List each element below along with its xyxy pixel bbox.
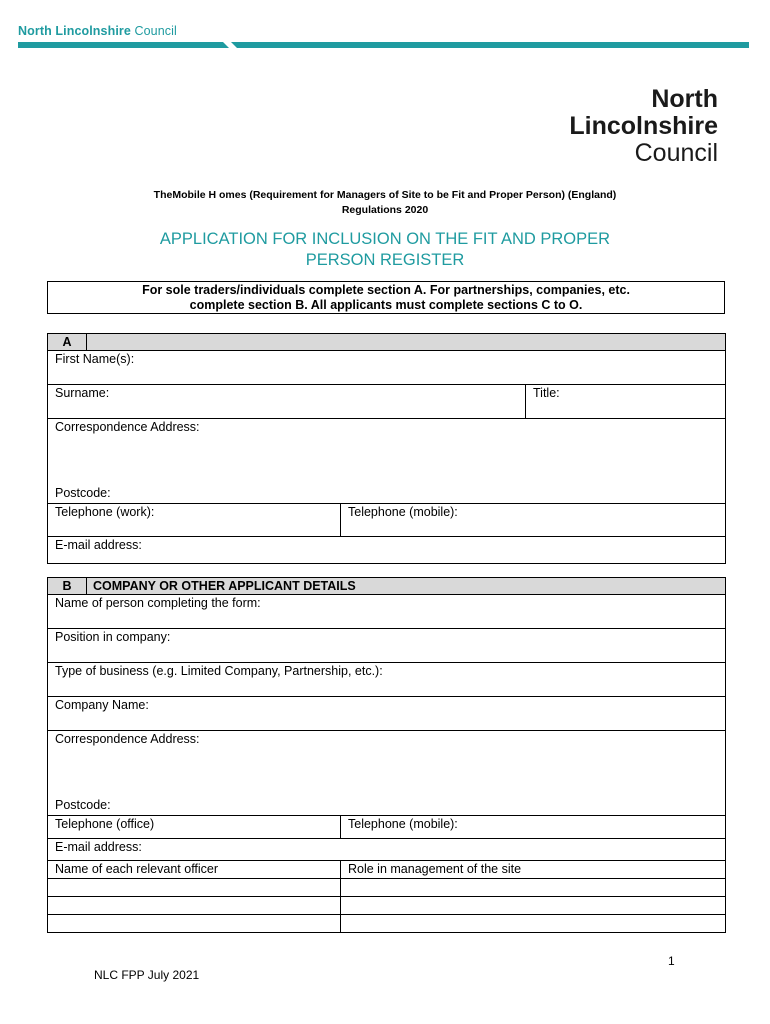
company-postcode-label: Postcode:	[55, 798, 111, 812]
instructions-box	[47, 281, 725, 314]
telephone-work-field[interactable]	[48, 504, 340, 536]
logo-line-1: North	[651, 85, 718, 113]
first-name-field[interactable]	[48, 351, 725, 385]
header-brand	[18, 24, 177, 38]
section-b	[47, 577, 726, 933]
title-field[interactable]	[525, 385, 725, 418]
company-name-field[interactable]	[48, 697, 725, 731]
position-field[interactable]	[48, 629, 725, 663]
role-column-header	[340, 861, 725, 878]
regulations-line-1: TheMobile H omes (Requirement for Managers of Site to be Fit and Proper Person) (England)	[153, 189, 617, 201]
telephone-mobile-label: Telephone (mobile):	[348, 505, 458, 519]
title-line-2: PERSON REGISTER	[305, 251, 465, 269]
section-a-header	[48, 334, 725, 351]
brand-name-light: Council	[134, 24, 177, 38]
business-type-field[interactable]	[48, 663, 725, 697]
role-column-label: Role in management of the site	[348, 862, 522, 876]
officer-role-cell[interactable]	[340, 915, 725, 932]
correspondence-address-field[interactable]	[48, 419, 725, 504]
instructions-line-1: For sole traders/individuals complete section A. For partnerships, companies, etc.	[142, 283, 630, 297]
section-b-heading: COMPANY OR OTHER APPLICANT DETAILS	[93, 579, 356, 593]
telephone-work-label: Telephone (work):	[55, 505, 155, 519]
telephone-mobile-field[interactable]	[340, 504, 725, 536]
person-completing-field[interactable]	[48, 595, 725, 629]
company-name-label: Company Name:	[55, 698, 149, 712]
logo-line-2: Lincolnshire	[569, 112, 718, 140]
officer-column-label: Name of each relevant officer	[55, 862, 219, 876]
company-email-label: E-mail address:	[55, 840, 142, 854]
surname-label: Surname:	[55, 386, 110, 400]
brand-name-bold: North Lincolnshire	[18, 24, 131, 38]
company-address-label: Correspondence Address:	[55, 732, 200, 746]
officer-name-cell[interactable]	[48, 897, 340, 914]
title-line-1: APPLICATION FOR INCLUSION ON THE FIT AND PROPER	[159, 230, 611, 248]
email-label: E-mail address:	[55, 538, 142, 552]
surname-field[interactable]	[48, 385, 525, 418]
regulations-title	[50, 188, 720, 218]
first-name-label: First Name(s):	[55, 352, 135, 366]
officers-header-row	[48, 861, 725, 879]
person-completing-label: Name of person completing the form:	[55, 596, 261, 610]
officer-column-header	[48, 861, 340, 878]
page-number: 1	[668, 954, 675, 968]
company-email-field[interactable]	[48, 839, 725, 861]
company-telephone-row	[48, 816, 725, 839]
officer-row	[48, 915, 725, 932]
email-field[interactable]	[48, 537, 725, 563]
officer-name-cell[interactable]	[48, 879, 340, 896]
officer-row	[48, 897, 725, 915]
section-b-header	[48, 578, 725, 595]
company-telephone-mobile-label: Telephone (mobile):	[348, 817, 458, 831]
position-label: Position in company:	[55, 630, 171, 644]
footer-reference: NLC FPP July 2021	[94, 968, 200, 982]
telephone-office-field[interactable]	[48, 816, 340, 838]
officer-role-cell[interactable]	[340, 879, 725, 896]
council-logo	[548, 86, 718, 167]
regulations-line-2: Regulations 2020	[341, 204, 429, 216]
company-telephone-mobile-field[interactable]	[340, 816, 725, 838]
logo-line-3: Council	[634, 139, 718, 167]
application-title	[80, 229, 690, 271]
address-label: Correspondence Address:	[55, 420, 200, 434]
officer-role-cell[interactable]	[340, 897, 725, 914]
header-stripe	[18, 42, 749, 48]
telephone-row	[48, 504, 725, 537]
company-address-field[interactable]	[48, 731, 725, 816]
section-b-letter: B	[48, 578, 87, 594]
section-a	[47, 333, 726, 564]
title-label: Title:	[533, 386, 560, 400]
surname-title-row	[48, 385, 725, 419]
section-a-letter: A	[48, 334, 87, 350]
telephone-office-label: Telephone (office)	[55, 817, 155, 831]
officer-name-cell[interactable]	[48, 915, 340, 932]
page-header	[0, 0, 770, 60]
section-a-heading	[87, 334, 93, 350]
business-type-label: Type of business (e.g. Limited Company, Partnership, etc.):	[55, 664, 383, 678]
officer-row	[48, 879, 725, 897]
instructions-line-2: complete section B. All applicants must complete sections C to O.	[189, 298, 583, 312]
postcode-label: Postcode:	[55, 486, 111, 500]
